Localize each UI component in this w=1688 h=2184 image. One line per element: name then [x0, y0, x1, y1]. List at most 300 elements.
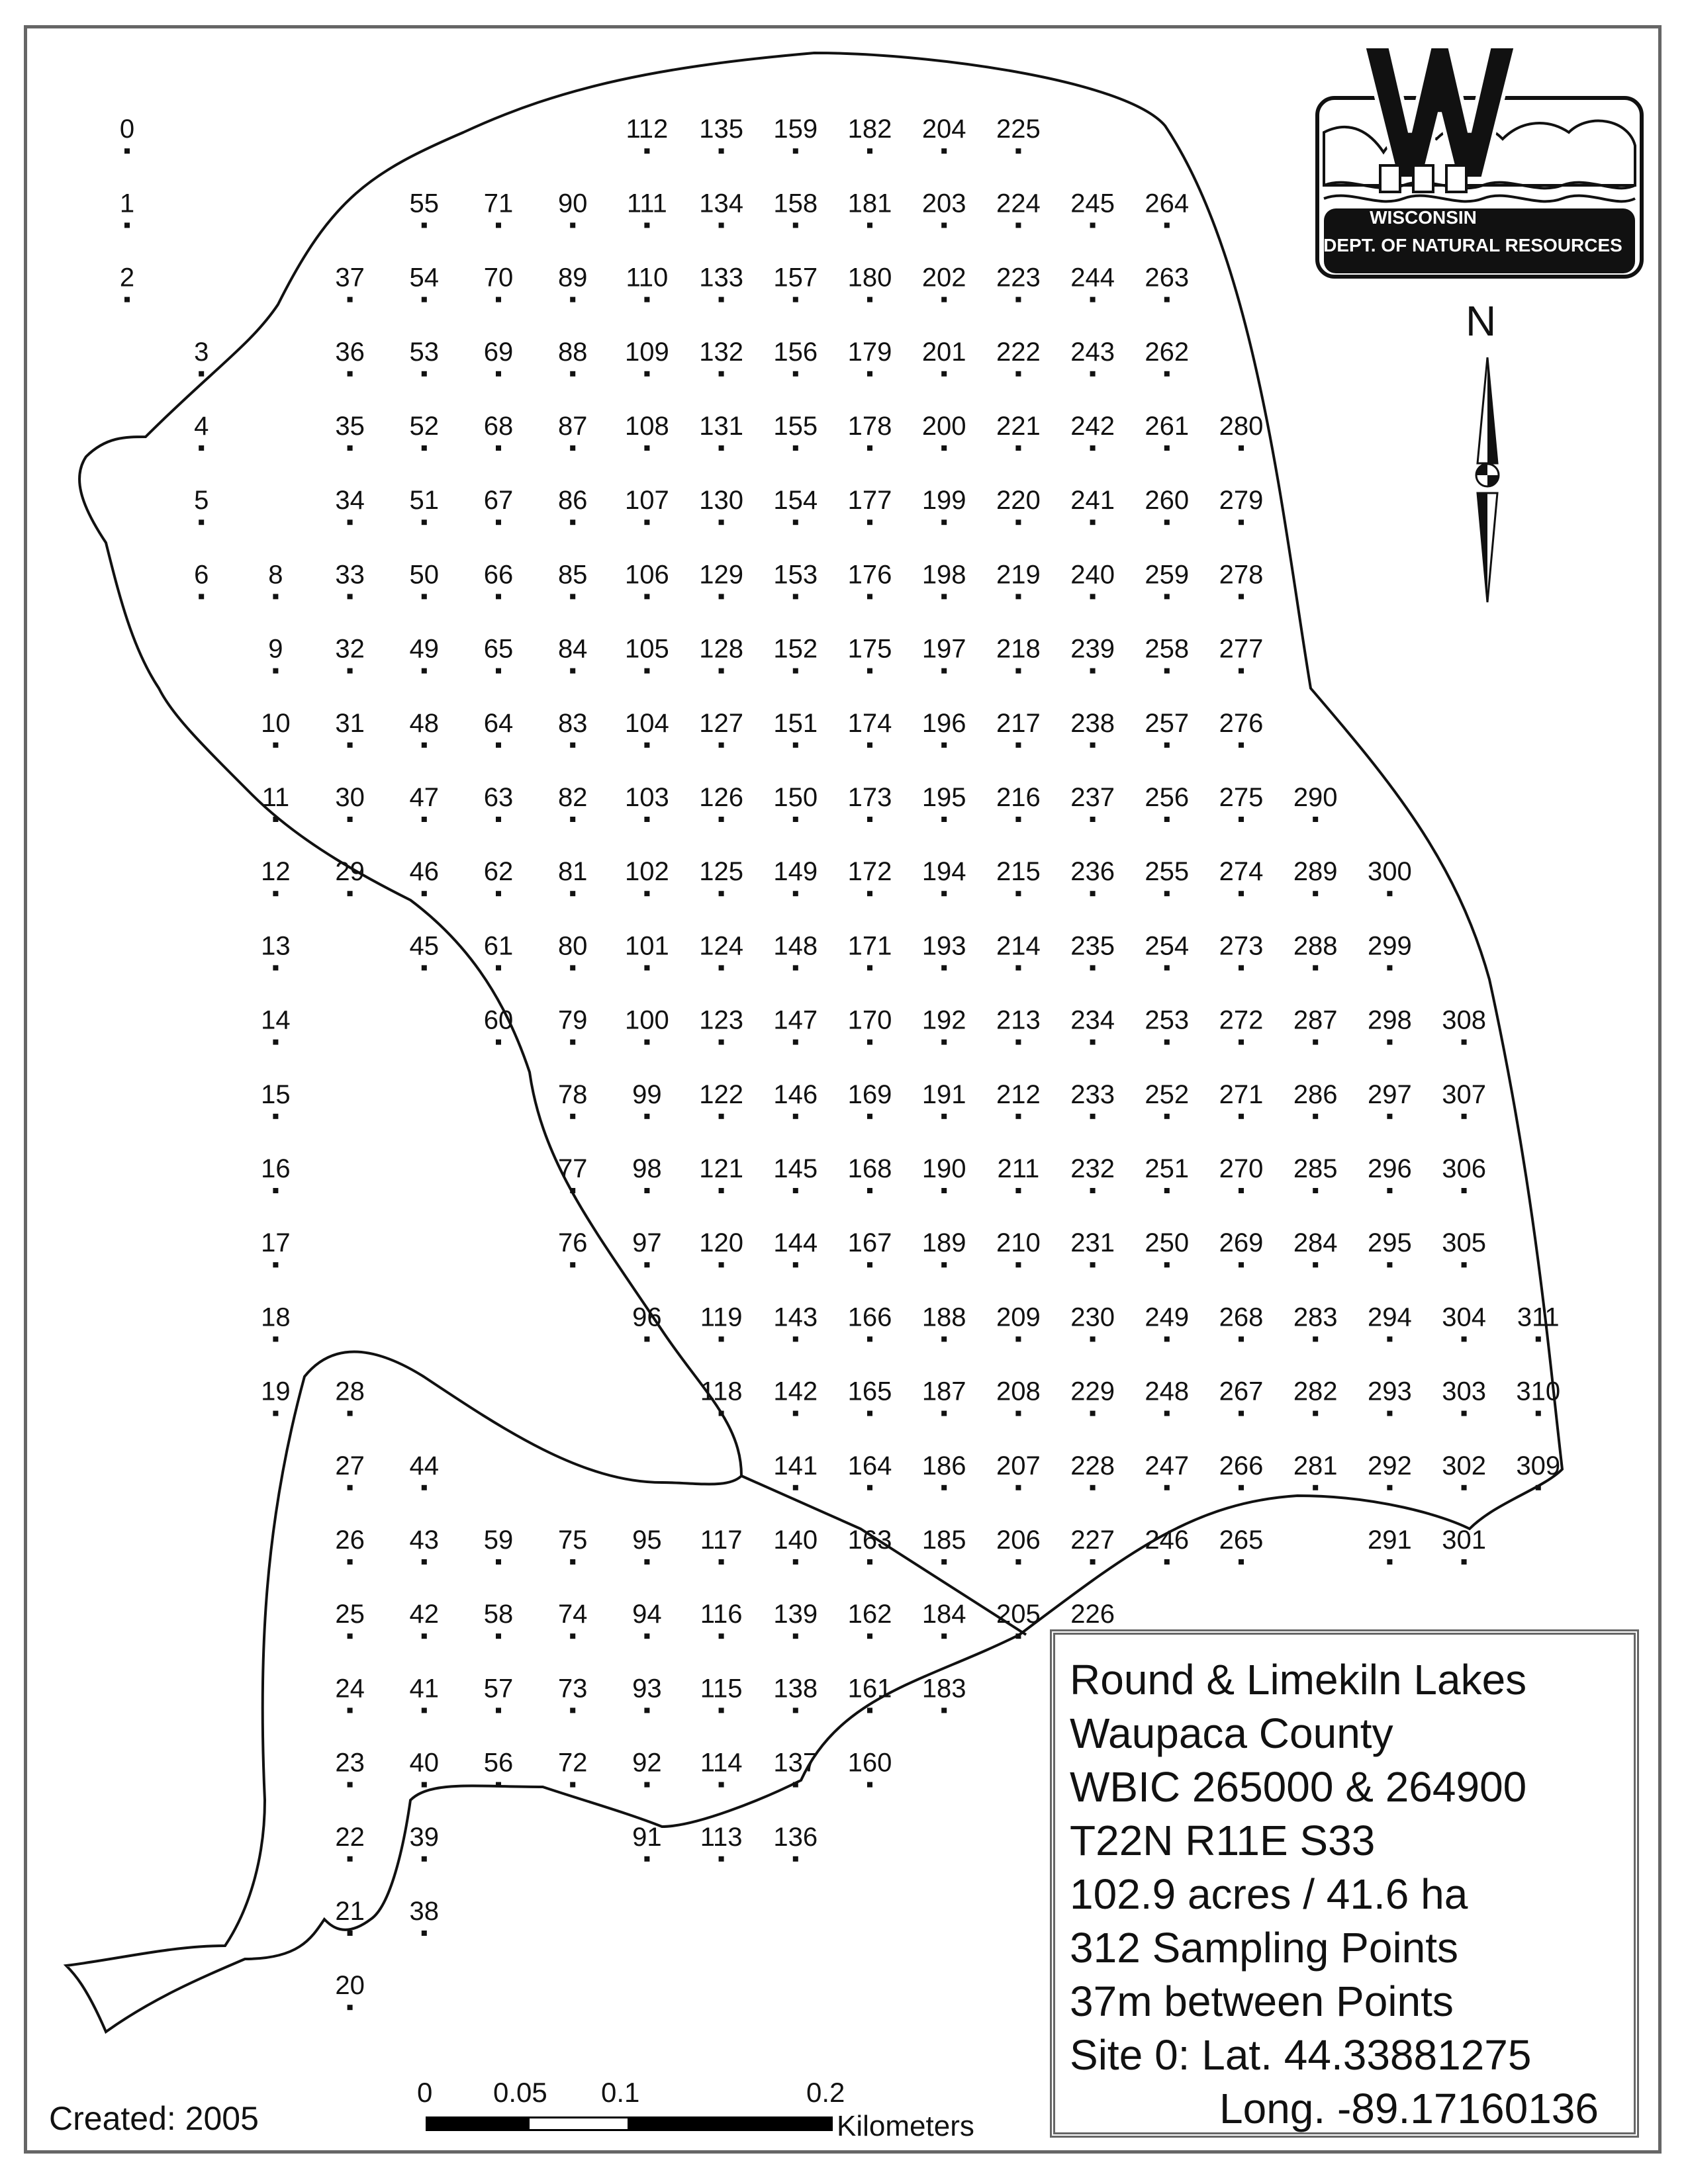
sampling-point-label: 300	[1368, 857, 1412, 887]
sampling-point	[922, 931, 966, 970]
sampling-point	[996, 1228, 1041, 1267]
sampling-point-marker	[941, 1040, 947, 1045]
sampling-point-label: 215	[996, 857, 1041, 887]
sampling-point-label: 56	[483, 1748, 514, 1778]
sampling-point	[1219, 1451, 1264, 1490]
sampling-point-label: 251	[1145, 1154, 1190, 1183]
sampling-point-label: 257	[1145, 708, 1190, 738]
sampling-point	[699, 263, 743, 302]
sampling-point-label: 0	[119, 114, 135, 144]
sampling-point-label: 200	[921, 412, 966, 441]
sampling-point-label: 286	[1293, 1079, 1338, 1109]
sampling-point-marker	[1090, 965, 1096, 970]
scale-unit: Kilometers	[837, 2110, 974, 2142]
sampling-point-label: 230	[1070, 1302, 1115, 1332]
sampling-point	[1368, 1154, 1412, 1193]
sampling-point-label: 27	[335, 1451, 365, 1480]
sampling-point-label: 83	[557, 708, 588, 738]
sampling-point	[922, 1525, 966, 1565]
sampling-point-marker	[570, 520, 575, 525]
sampling-point-marker	[719, 1040, 724, 1045]
sampling-point	[558, 338, 588, 377]
sampling-point-marker	[422, 743, 427, 748]
sampling-point-marker	[570, 371, 575, 377]
sampling-point-marker	[570, 594, 575, 599]
sampling-point-label: 245	[1070, 189, 1115, 218]
sampling-point-label: 283	[1293, 1302, 1338, 1332]
sampling-point-label: 123	[699, 1005, 743, 1035]
sampling-point	[1070, 263, 1115, 302]
sampling-point	[996, 1302, 1041, 1342]
sampling-point-label: 163	[847, 1525, 892, 1555]
sampling-point-label: 281	[1293, 1451, 1338, 1480]
sampling-point-label: 62	[483, 857, 514, 887]
sampling-point	[922, 263, 966, 302]
sampling-point-label: 193	[921, 931, 966, 961]
sampling-point	[773, 1228, 818, 1267]
sampling-point	[1442, 1080, 1486, 1119]
sampling-point	[1070, 857, 1115, 896]
sampling-point-label: 44	[409, 1451, 440, 1480]
sampling-point	[1070, 338, 1115, 377]
sampling-point	[410, 338, 440, 377]
sampling-point-label: 295	[1368, 1228, 1412, 1258]
info-longitude: Long. -89.17160136	[1219, 2085, 1599, 2132]
sampling-point-marker	[1462, 1485, 1467, 1490]
sampling-point-marker	[422, 668, 427, 674]
sampling-point	[335, 560, 365, 599]
sampling-point	[558, 1600, 588, 1639]
sampling-point	[699, 114, 743, 154]
sampling-point-label: 302	[1442, 1451, 1486, 1480]
sampling-point-marker	[644, 1782, 649, 1788]
sampling-point	[848, 1525, 892, 1565]
sampling-point-marker	[199, 445, 204, 451]
sampling-point	[773, 1006, 818, 1045]
sampling-point-marker	[867, 1559, 872, 1565]
info-area: 102.9 acres / 41.6 ha	[1070, 1870, 1468, 1918]
sampling-point-label: 126	[699, 783, 743, 812]
sampling-point	[410, 1674, 440, 1713]
sampling-point-label: 228	[1070, 1451, 1115, 1480]
sampling-point-label: 102	[625, 857, 669, 887]
sampling-point-label: 216	[996, 783, 1041, 812]
sampling-point	[335, 1823, 365, 1862]
sampling-point-marker	[1313, 1485, 1318, 1490]
sampling-point	[998, 1154, 1040, 1193]
sampling-point-label: 10	[261, 708, 291, 738]
sampling-point-label: 236	[1070, 857, 1115, 887]
sampling-point-label: 125	[699, 857, 743, 887]
sampling-point	[335, 857, 365, 896]
sampling-point	[848, 486, 892, 525]
sampling-point-label: 165	[847, 1377, 892, 1406]
sampling-point	[773, 931, 818, 970]
sampling-point	[625, 560, 669, 599]
sampling-point-label: 92	[632, 1748, 662, 1778]
sampling-point-label: 1	[119, 189, 135, 218]
sampling-point	[410, 635, 440, 674]
sampling-point	[1145, 412, 1189, 451]
sampling-point-marker	[570, 297, 575, 302]
sampling-point-marker	[348, 371, 353, 377]
sampling-point-label: 96	[632, 1302, 662, 1332]
sampling-point	[335, 263, 365, 302]
sampling-point-label: 204	[921, 114, 966, 144]
sampling-point-label: 201	[921, 337, 966, 367]
sampling-point	[558, 189, 588, 228]
sampling-point-marker	[422, 965, 427, 970]
sampling-point	[1442, 1228, 1486, 1267]
sampling-point	[996, 338, 1041, 377]
scale-tick-3: 0.2	[806, 2077, 845, 2108]
sampling-point-label: 117	[700, 1525, 743, 1555]
sampling-point-label: 164	[847, 1451, 892, 1480]
sampling-point-marker	[1090, 297, 1096, 302]
sampling-point-marker	[867, 222, 872, 228]
sampling-point-label: 68	[483, 412, 514, 441]
sampling-point-label: 224	[996, 189, 1041, 218]
sampling-point-marker	[1164, 297, 1170, 302]
sampling-point-label: 242	[1070, 412, 1115, 441]
sampling-point-marker	[348, 743, 353, 748]
sampling-point-label: 208	[996, 1377, 1041, 1406]
sampling-point-marker	[1164, 965, 1170, 970]
sampling-point	[700, 1525, 743, 1565]
sampling-point-label: 136	[773, 1822, 818, 1852]
sampling-point-marker	[422, 1782, 427, 1788]
sampling-point-label: 60	[483, 1005, 514, 1035]
sampling-point-label: 203	[921, 189, 966, 218]
sampling-point-label: 94	[632, 1600, 662, 1629]
sampling-point-label: 205	[996, 1600, 1041, 1629]
sampling-point-marker	[644, 668, 649, 674]
sampling-point-marker	[1387, 891, 1392, 896]
sampling-point	[922, 1600, 966, 1639]
sampling-point-label: 16	[261, 1154, 291, 1183]
sampling-point	[699, 709, 743, 748]
sampling-point-marker	[422, 520, 427, 525]
sampling-point-label: 263	[1145, 263, 1190, 293]
sampling-point-marker	[1164, 1262, 1170, 1267]
sampling-point-marker	[1239, 1040, 1244, 1045]
sampling-point-marker	[1164, 222, 1170, 228]
sampling-point	[1070, 709, 1115, 748]
sampling-point-marker	[496, 297, 501, 302]
sampling-point-marker	[1164, 594, 1170, 599]
sampling-point-marker	[1536, 1485, 1541, 1490]
sampling-point-marker	[793, 371, 798, 377]
sampling-point-marker	[570, 1188, 575, 1193]
sampling-point	[1070, 560, 1115, 599]
sampling-point-label: 69	[483, 337, 514, 367]
sampling-point-marker	[348, 891, 353, 896]
sampling-point	[484, 263, 514, 302]
sampling-point-label: 293	[1368, 1377, 1412, 1406]
sampling-point	[1442, 1006, 1486, 1045]
sampling-point-marker	[719, 1707, 724, 1713]
sampling-point	[996, 857, 1041, 896]
sampling-point-marker	[793, 817, 798, 822]
sampling-point-label: 181	[847, 189, 892, 218]
sampling-point-label: 66	[483, 560, 514, 590]
sampling-point-marker	[1387, 1262, 1392, 1267]
sampling-point	[335, 412, 365, 451]
sampling-point-marker	[570, 668, 575, 674]
sampling-point-marker	[867, 1411, 872, 1416]
sampling-point-marker	[793, 1114, 798, 1119]
sampling-point	[922, 1674, 966, 1713]
sampling-point	[632, 1525, 662, 1565]
sampling-point-label: 17	[261, 1228, 291, 1258]
sampling-point-label: 5	[194, 486, 209, 516]
sampling-point-marker	[644, 445, 649, 451]
sampling-point-label: 4	[194, 412, 209, 441]
sampling-point-marker	[1090, 668, 1096, 674]
sampling-point-marker	[422, 817, 427, 822]
sampling-point	[1219, 857, 1264, 896]
sampling-point	[410, 931, 440, 970]
sampling-point-label: 241	[1070, 486, 1115, 516]
sampling-point-marker	[719, 743, 724, 748]
sampling-point	[1368, 1525, 1412, 1565]
sampling-point	[484, 338, 514, 377]
sampling-point	[335, 783, 365, 822]
sampling-point	[996, 931, 1041, 970]
sampling-point-marker	[644, 371, 649, 377]
sampling-point-label: 291	[1368, 1525, 1412, 1555]
sampling-point	[410, 783, 440, 822]
sampling-point	[699, 560, 743, 599]
sampling-point-label: 210	[996, 1228, 1041, 1258]
info-latitude: Site 0: Lat. 44.33881275	[1070, 2031, 1532, 2079]
sampling-point-label: 191	[921, 1079, 966, 1109]
sampling-point	[558, 1006, 588, 1045]
sampling-point-label: 306	[1442, 1154, 1486, 1183]
sampling-point-marker	[644, 222, 649, 228]
sampling-point	[1070, 1154, 1115, 1193]
sampling-point	[261, 931, 291, 970]
sampling-point-marker	[719, 817, 724, 822]
sampling-point	[773, 189, 818, 228]
sampling-point-marker	[1462, 1411, 1467, 1416]
sampling-point-label: 139	[773, 1600, 818, 1629]
sampling-point	[1293, 1228, 1338, 1267]
sampling-point-marker	[1239, 445, 1244, 451]
sampling-point-marker	[273, 891, 278, 896]
sampling-point-marker	[1239, 743, 1244, 748]
sampling-point-marker	[496, 594, 501, 599]
sampling-point-label: 103	[625, 783, 669, 812]
sampling-point	[1219, 412, 1264, 451]
scale-seg-1	[426, 2116, 530, 2131]
sampling-point-label: 142	[773, 1377, 818, 1406]
sampling-point	[773, 338, 818, 377]
sampling-point-label: 148	[773, 931, 818, 961]
sampling-point	[1070, 1525, 1115, 1565]
sampling-point-marker	[1090, 1040, 1096, 1045]
sampling-point-label: 50	[409, 560, 440, 590]
sampling-point-marker	[1090, 1336, 1096, 1342]
sampling-point-label: 45	[409, 931, 440, 961]
sampling-point	[996, 189, 1041, 228]
sampling-point-label: 54	[409, 263, 440, 293]
sampling-point-label: 274	[1219, 857, 1264, 887]
sampling-point-marker	[570, 1782, 575, 1788]
sampling-point-label: 80	[557, 931, 588, 961]
sampling-point	[261, 1377, 291, 1416]
sampling-point-marker	[348, 520, 353, 525]
sampling-point	[699, 412, 743, 451]
sampling-point-label: 6	[194, 560, 209, 590]
sampling-point-label: 144	[773, 1228, 818, 1258]
sampling-point	[922, 857, 966, 896]
sampling-point-marker	[1090, 445, 1096, 451]
sampling-point	[558, 486, 588, 525]
sampling-point-label: 299	[1368, 931, 1412, 961]
sampling-point-label: 253	[1145, 1005, 1190, 1035]
sampling-point-marker	[941, 594, 947, 599]
sampling-point-marker	[496, 520, 501, 525]
sampling-point-label: 110	[626, 263, 669, 293]
sampling-point-marker	[867, 148, 872, 154]
sampling-point	[410, 263, 440, 302]
sampling-point-marker	[867, 1485, 872, 1490]
sampling-point-label: 206	[996, 1525, 1041, 1555]
sampling-point-label: 171	[847, 931, 892, 961]
sampling-point	[120, 263, 134, 302]
sampling-point	[558, 931, 588, 970]
sampling-point-marker	[1090, 817, 1096, 822]
sampling-point	[194, 560, 209, 599]
sampling-point-label: 152	[773, 634, 818, 664]
sampling-point	[1368, 1302, 1412, 1342]
sampling-point	[625, 1006, 669, 1045]
sampling-point-marker	[1015, 743, 1021, 748]
sampling-point-marker	[570, 1040, 575, 1045]
sampling-point-marker	[1239, 594, 1244, 599]
sampling-point-label: 97	[632, 1228, 662, 1258]
sampling-point-label: 196	[921, 708, 966, 738]
sampling-point	[558, 1228, 588, 1267]
sampling-point-marker	[199, 594, 204, 599]
sampling-point	[1070, 1228, 1115, 1267]
sampling-point-marker	[793, 1633, 798, 1639]
sampling-point	[1219, 1154, 1264, 1193]
sampling-point-label: 159	[773, 114, 818, 144]
sampling-point-marker	[570, 1114, 575, 1119]
sampling-point-marker	[570, 743, 575, 748]
sampling-point-label: 250	[1145, 1228, 1190, 1258]
sampling-point	[410, 412, 440, 451]
sampling-point-marker	[422, 1485, 427, 1490]
sampling-point	[922, 635, 966, 674]
sampling-point-label: 118	[700, 1377, 743, 1406]
sampling-point-label: 9	[268, 634, 283, 664]
sampling-point-marker	[867, 371, 872, 377]
sampling-point	[1517, 1302, 1560, 1342]
sampling-point-label: 243	[1070, 337, 1115, 367]
sampling-point-marker	[1090, 520, 1096, 525]
sampling-point-marker	[1387, 965, 1392, 970]
sampling-point-label: 52	[409, 412, 440, 441]
sampling-point-marker	[867, 965, 872, 970]
sampling-point	[700, 1749, 743, 1788]
sampling-point-marker	[496, 743, 501, 748]
sampling-point	[773, 1749, 818, 1788]
sampling-point-label: 282	[1293, 1377, 1338, 1406]
sampling-point-label: 249	[1145, 1302, 1190, 1332]
sampling-point-marker	[273, 965, 278, 970]
sampling-point	[410, 1451, 440, 1490]
sampling-point-marker	[941, 743, 947, 748]
sampling-point	[1219, 1525, 1264, 1565]
sampling-point-marker	[570, 1262, 575, 1267]
sampling-point-marker	[1090, 891, 1096, 896]
sampling-point-label: 147	[773, 1005, 818, 1035]
sampling-point-label: 270	[1219, 1154, 1264, 1183]
sampling-point-marker	[422, 222, 427, 228]
sampling-point-label: 202	[921, 263, 966, 293]
sampling-point	[484, 1674, 514, 1713]
scale-seg-2	[528, 2116, 630, 2131]
info-township: T22N R11E S33	[1070, 1817, 1376, 1864]
sampling-point	[699, 931, 743, 970]
sampling-point	[1516, 1377, 1560, 1416]
sampling-point-marker	[941, 1114, 947, 1119]
sampling-point	[1219, 560, 1264, 599]
sampling-point	[773, 1600, 818, 1639]
sampling-point-marker	[941, 1188, 947, 1193]
sampling-point	[699, 1228, 743, 1267]
sampling-point-marker	[1239, 1336, 1244, 1342]
sampling-point-marker	[867, 297, 872, 302]
sampling-point	[625, 486, 669, 525]
sampling-point-marker	[793, 1485, 798, 1490]
sampling-point-marker	[1164, 1411, 1170, 1416]
north-arrow-icon	[1476, 357, 1499, 602]
sampling-point-marker	[719, 1114, 724, 1119]
sampling-point-marker	[793, 743, 798, 748]
sampling-point	[996, 783, 1041, 822]
sampling-point-marker	[1164, 1485, 1170, 1490]
sampling-point-label: 71	[483, 189, 514, 218]
sampling-point-marker	[1313, 965, 1318, 970]
sampling-point-marker	[644, 1633, 649, 1639]
sampling-point-label: 86	[557, 486, 588, 516]
sampling-point-marker	[1239, 1188, 1244, 1193]
sampling-point-marker	[124, 297, 130, 302]
sampling-point-label: 155	[773, 412, 818, 441]
sampling-point-marker	[1462, 1336, 1467, 1342]
sampling-point	[625, 412, 669, 451]
sampling-point-marker	[1239, 520, 1244, 525]
sampling-point	[773, 709, 818, 748]
sampling-point-marker	[570, 222, 575, 228]
sampling-point	[558, 263, 588, 302]
sampling-point-marker	[644, 1262, 649, 1267]
sampling-point-label: 15	[261, 1079, 291, 1109]
sampling-point-label: 167	[847, 1228, 892, 1258]
sampling-point-marker	[793, 1559, 798, 1565]
sampling-point-label: 187	[921, 1377, 966, 1406]
sampling-point	[922, 783, 966, 822]
sampling-point	[484, 189, 514, 228]
north-label: N	[1466, 297, 1497, 345]
sampling-point-marker	[422, 1931, 427, 1936]
sampling-point	[1219, 1080, 1264, 1119]
sampling-point-label: 113	[700, 1822, 743, 1852]
